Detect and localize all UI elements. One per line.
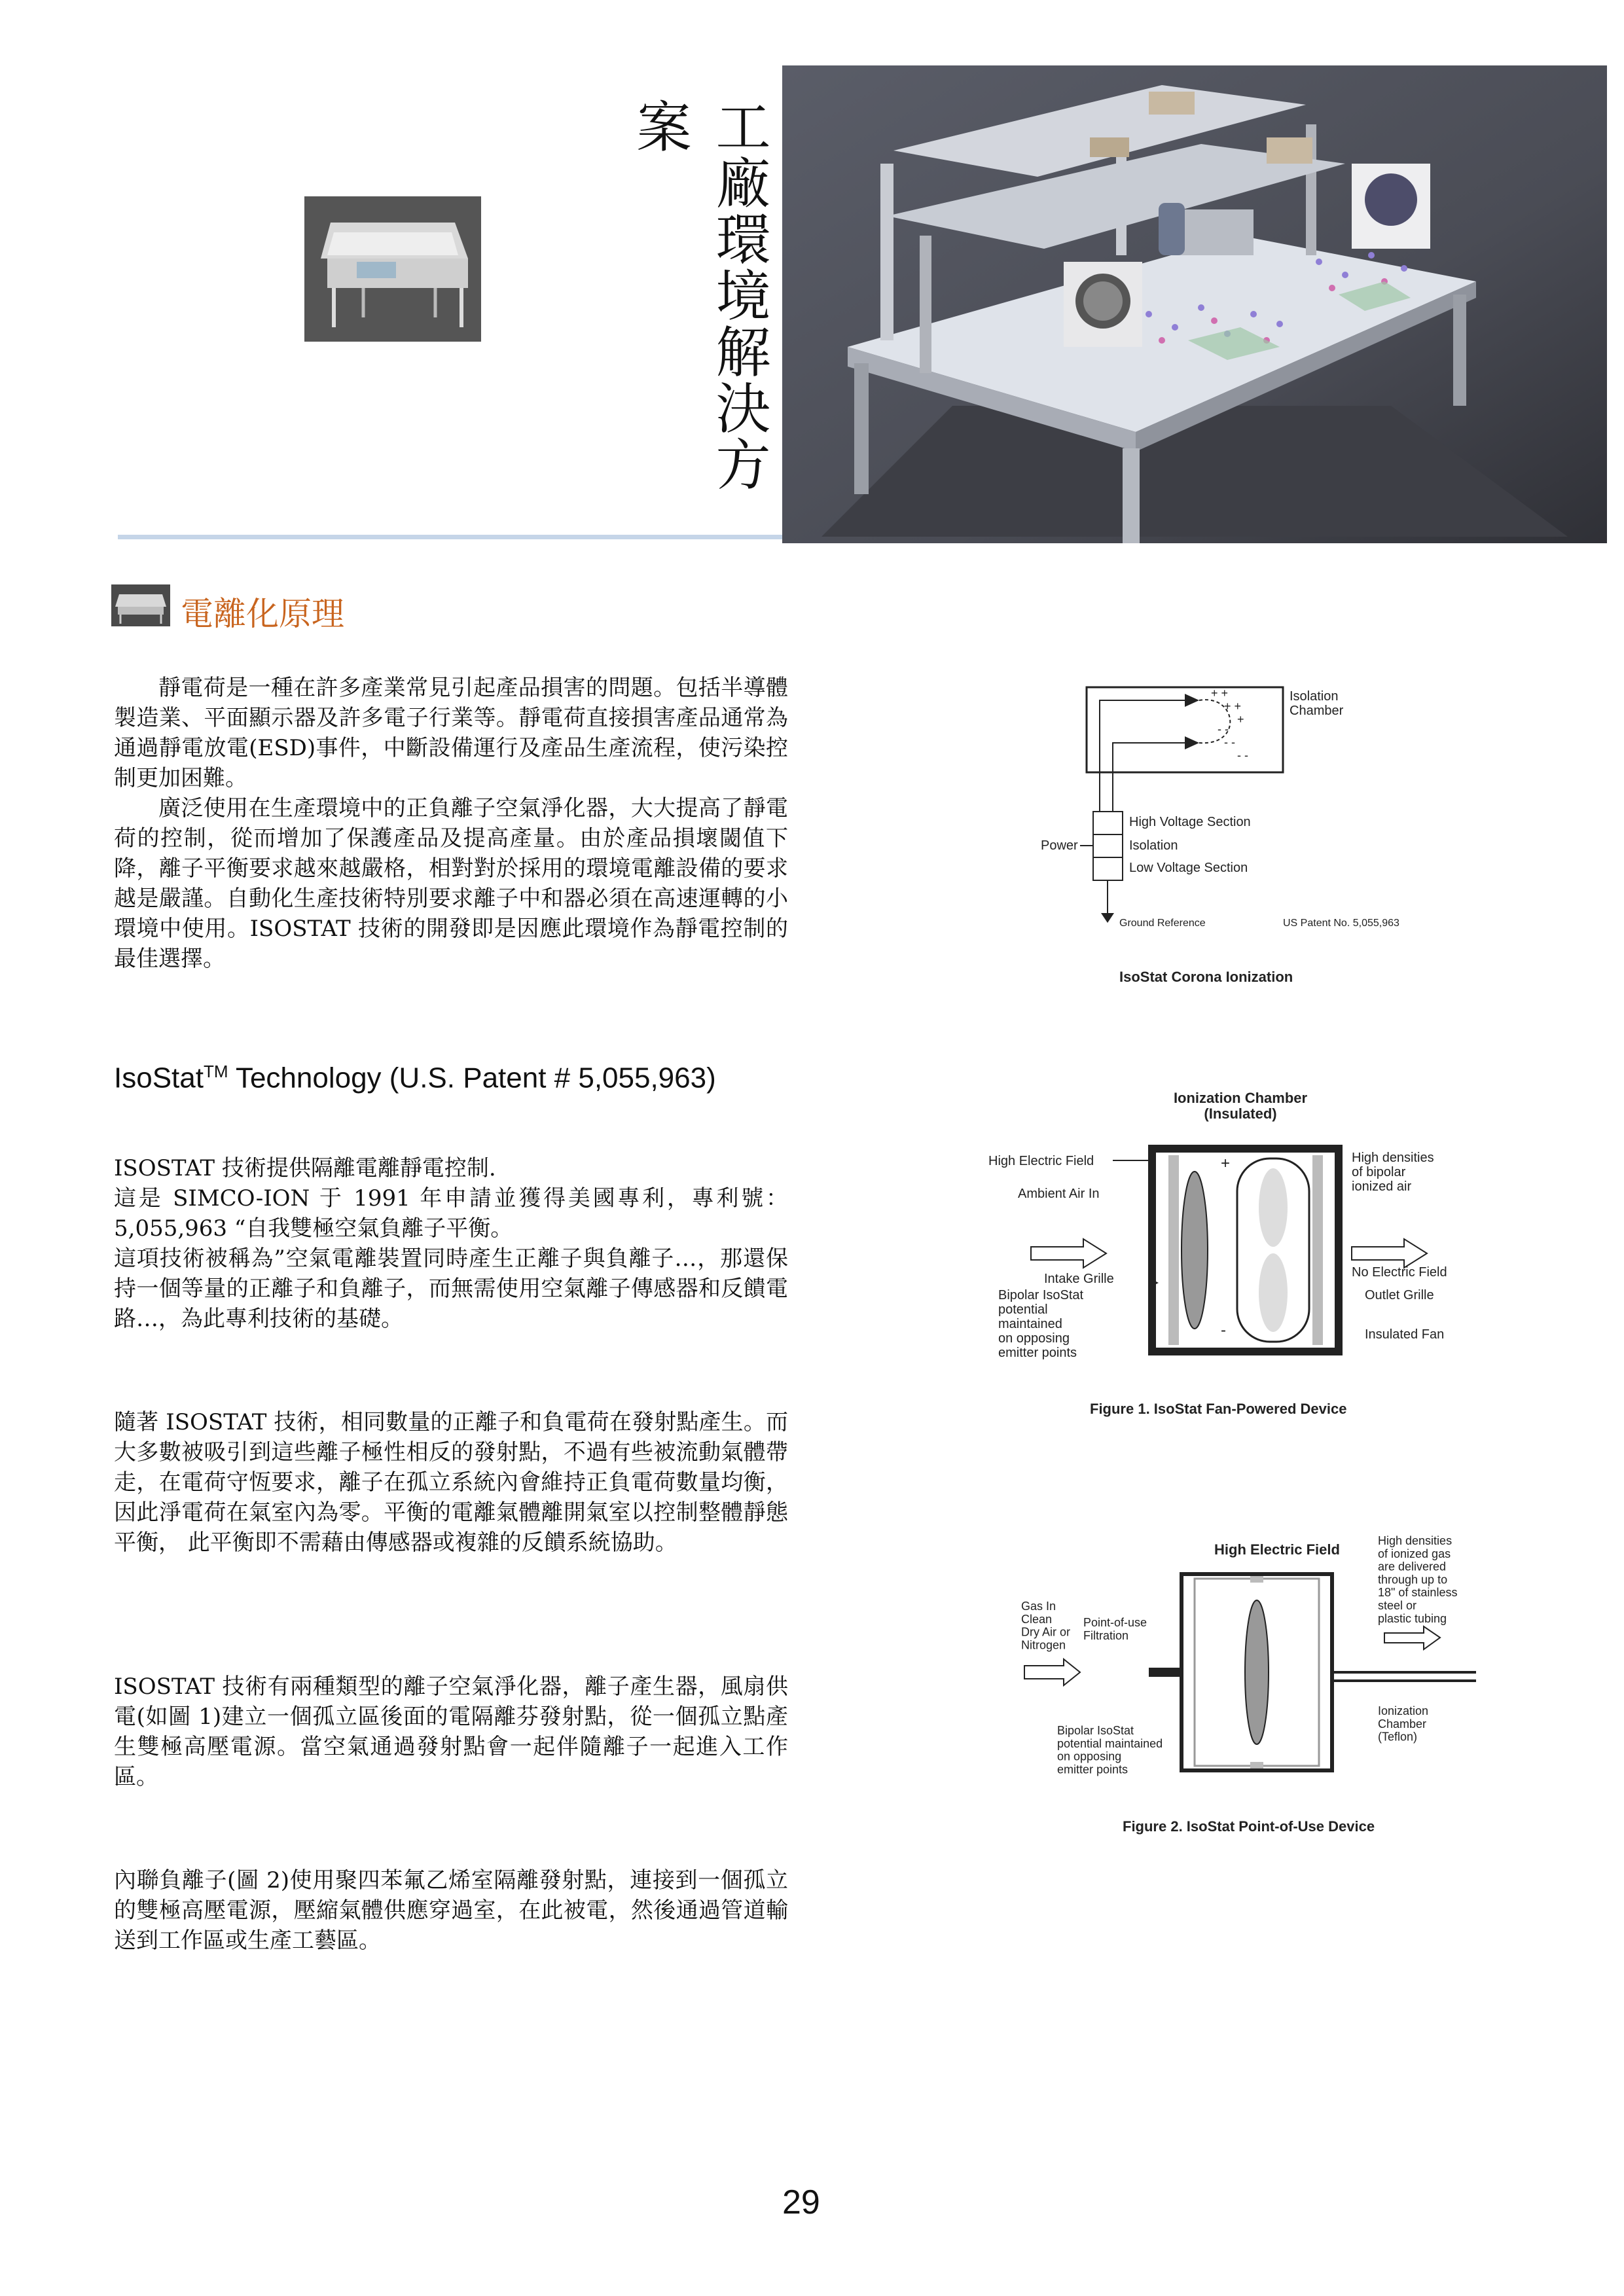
svg-text:+: + bbox=[1237, 713, 1244, 726]
svg-text:-: - bbox=[1221, 1321, 1226, 1339]
fig2-ionization-chamber: Ionization Chamber (Teflon) bbox=[1378, 1704, 1429, 1744]
body-paragraph-2: 隨著 ISOSTAT 技術，相同數量的正離子和負電荷在發射點產生。而大多數被吸引到這些離子極性相反的發射點，不過有些被流動氣體帶走，在電荷守恆要求，離子在孤立系統內會維持正負電荷數量均衡，因此淨電荷在氣室內為零。平衡的電離氣體離開氣室以控制整體靜態平衡， 此平衡即不需藉由傳感器或複雜的反饋系統協助。 bbox=[114, 1409, 788, 1556]
svg-text:- -: - - bbox=[1218, 723, 1229, 736]
page-number: 29 bbox=[782, 2183, 820, 2221]
svg-text:- -: - - bbox=[1237, 749, 1248, 762]
body-paragraph-4: 內聯負離子(圖 2)使用聚四苯氟乙烯室隔離發射點，連接到一個孤立的雙極高壓電源，壓縮氣體供應穿過室，在此被電，然後通過管道輸送到工作區或生產工藝區。 bbox=[114, 1867, 788, 1954]
fig1-outlet-grille: Outlet Grille bbox=[1365, 1288, 1434, 1302]
tech-heading-sup: TM bbox=[203, 1062, 228, 1081]
patent-label: US Patent No. 5,055,963 bbox=[1283, 918, 1399, 929]
ground-label: Ground Reference bbox=[1119, 918, 1206, 929]
fig2-point-of-use: Point-of-use Filtration bbox=[1083, 1616, 1147, 1642]
isolation-chamber-label: Isolation Chamber bbox=[1290, 689, 1344, 718]
section-title: 電離化原理 bbox=[181, 595, 344, 633]
high-voltage-label: High Voltage Section bbox=[1129, 815, 1251, 829]
fig1-high-electric-field: High Electric Field bbox=[988, 1154, 1094, 1168]
svg-text:+: + bbox=[1221, 1155, 1231, 1172]
thumbnail-photo bbox=[304, 196, 481, 342]
fig1-bipolar: Bipolar IsoStat potential maintained on opposing emitter points bbox=[998, 1288, 1084, 1360]
fig1-high-densities: High densities of bipolar ionized air bbox=[1352, 1151, 1434, 1194]
body-paragraph-3: ISOSTAT 技術有兩種類型的離子空氣淨化器，離子產生器，風扇供電(如圖 1)建立一個孤立區後面的電隔離芬發射點，從一個孤立點產生雙極高壓電源。當空氣通過發射點會一起伴隨離子一起進入工作區。 bbox=[114, 1674, 788, 1790]
power-label: Power bbox=[1041, 838, 1078, 853]
fig1-ambient-air: Ambient Air In bbox=[1018, 1187, 1100, 1201]
fig1-caption: Figure 1. IsoStat Fan-Powered Device bbox=[1090, 1401, 1347, 1417]
low-voltage-label: Low Voltage Section bbox=[1129, 861, 1248, 875]
intro-text bbox=[114, 673, 788, 974]
vertical-page-title: 工廠環境解決方案 bbox=[628, 98, 771, 492]
fig2-bipolar: Bipolar IsoStat potential maintained on opposing emitter points bbox=[1057, 1724, 1163, 1776]
tech-heading-rest: Technology (U.S. Patent # 5,055,963) bbox=[228, 1062, 716, 1094]
section-icon bbox=[111, 584, 170, 626]
fig1-title: Ionization Chamber (Insulated) bbox=[1173, 1090, 1308, 1122]
tech-heading bbox=[114, 1062, 716, 1095]
isolation-label: Isolation bbox=[1129, 838, 1178, 853]
corona-caption: IsoStat Corona Ionization bbox=[1119, 969, 1293, 985]
tech-heading-main: IsoStat bbox=[114, 1062, 204, 1094]
intro-paragraph: 靜電荷是一種在許多產業常見引起產品損害的問題。包括半導體製造業、平面顯示器及許多電子行業等。靜電荷直接損害產品通常為通過靜電放電(ESD)事件，中斷設備運行及產品生產流程，使污染控制更加困難。 bbox=[114, 675, 788, 791]
fig2-high-electric-field: High Electric Field bbox=[1214, 1541, 1340, 1558]
fig2-caption: Figure 2. IsoStat Point-of-Use Device bbox=[1123, 1818, 1375, 1835]
figure-fan-powered-device bbox=[985, 1083, 1496, 1430]
svg-text:- -: - - bbox=[1224, 736, 1235, 749]
fig1-no-field: No Electric Field bbox=[1352, 1265, 1447, 1280]
fig1-insulated-fan: Insulated Fan bbox=[1365, 1327, 1445, 1342]
svg-text:+ +: + + bbox=[1224, 700, 1242, 713]
fig1-intake-grille: Intake Grille bbox=[1044, 1272, 1114, 1286]
workbench-render bbox=[782, 65, 1607, 543]
figure-point-of-use-device bbox=[1018, 1532, 1528, 1846]
svg-text:+ +: + + bbox=[1211, 687, 1229, 700]
header-divider bbox=[118, 535, 782, 539]
fig2-gas-in: Gas In Clean Dry Air or Nitrogen bbox=[1021, 1600, 1071, 1652]
figure-corona-ionization bbox=[1028, 681, 1486, 995]
intro-paragraph: 廣泛使用在生產環境中的正負離子空氣淨化器，大大提高了靜電荷的控制，從而增加了保護產品及提高產量。由於產品損壞閾值下降，離子平衡要求越來越嚴格，相對對於採用的環境電離設備的要求越是嚴謹。自動化生產技術特別要求離子中和器必須在高速運轉的小環境中使用。ISOSTAT 技術的開發即是因應此環境作為靜電控制的最佳選擇。 bbox=[114, 795, 788, 972]
fig2-high-densities: High densities of ionized gas are delivered through up to 18" of stainless steel or plastic tubing bbox=[1378, 1534, 1458, 1625]
body-paragraph-1: ISOSTAT 技術提供隔離電離靜電控制. 這是 SIMCO-ION 于 1991 年申請並獲得美國專利，專利號：5,055,963 “自我雙極空氣負離子平衡。 這項技術被稱為”空氣電離裝置同時產生正離子與負離子…，那還保持一個等量的正離子和負離子，而無需使用空氣離子傳感器和反饋電路…，為此專利技術的基礎。 bbox=[114, 1155, 788, 1332]
